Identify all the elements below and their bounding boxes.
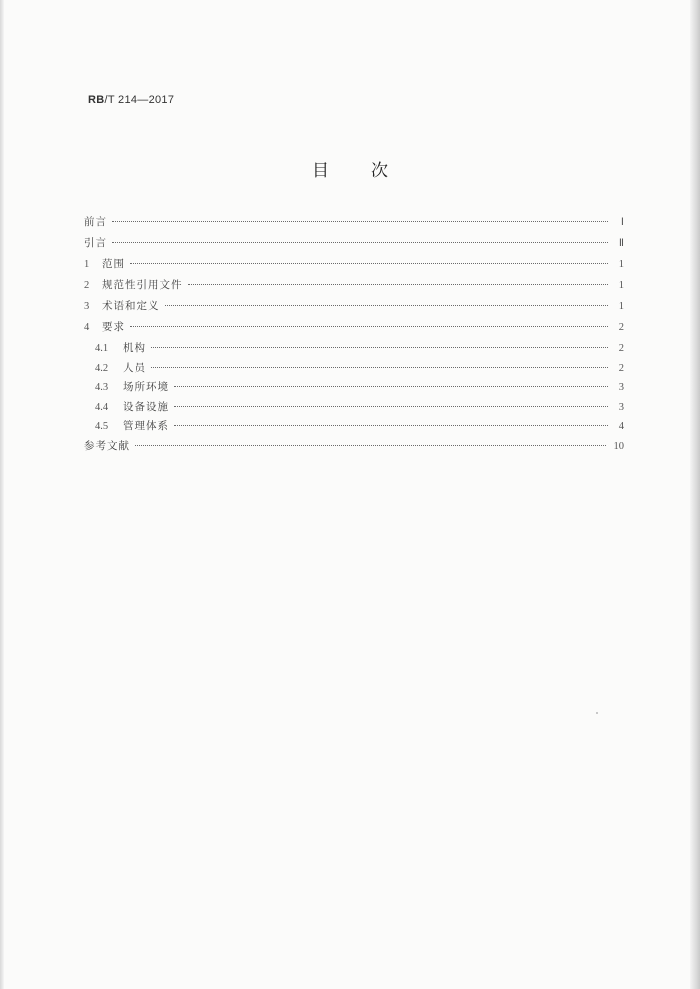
dot-leader: [151, 347, 608, 348]
table-of-contents: [84, 214, 624, 459]
dot-leader: [174, 406, 608, 407]
document-code: [88, 94, 174, 106]
toc-entry-label: 引言: [84, 237, 107, 249]
toc-entry-number: 4.1: [95, 343, 109, 354]
toc-entry-scope[interactable]: [84, 256, 624, 277]
toc-entry-requirements[interactable]: [84, 319, 624, 340]
dot-leader: [130, 263, 608, 264]
toc-entry-page: 2: [618, 343, 624, 354]
dot-leader: [165, 305, 609, 306]
toc-entry-management-system[interactable]: [84, 418, 624, 438]
toc-entry-terms-definitions[interactable]: [84, 298, 624, 319]
document-code-number: /T 214—2017: [104, 94, 175, 106]
toc-entry-label: 前言: [84, 216, 107, 228]
dot-leader: [112, 221, 608, 222]
toc-entry-label: 管理体系: [123, 420, 169, 432]
scan-edge-left: [0, 0, 4, 989]
toc-entry-facilities-environment[interactable]: [84, 379, 624, 399]
toc-entry-page: 3: [618, 382, 624, 393]
toc-title-char-1: 目: [312, 161, 329, 181]
toc-title: [0, 156, 700, 181]
scan-edge-right: [690, 0, 700, 989]
toc-entry-number: 3: [84, 301, 90, 312]
dot-leader: [174, 386, 608, 387]
toc-entry-page: Ⅰ: [620, 217, 624, 228]
toc-entry-number: 4.3: [95, 382, 109, 393]
toc-entry-page: 4: [618, 421, 624, 432]
dot-leader: [112, 242, 608, 243]
toc-entry-equipment[interactable]: [84, 399, 624, 419]
toc-entry-page: Ⅱ: [618, 238, 624, 249]
toc-entry-page: 1: [618, 280, 624, 291]
toc-entry-bibliography[interactable]: [84, 438, 624, 459]
toc-entry-foreword[interactable]: [84, 214, 624, 235]
toc-entry-organization[interactable]: [84, 340, 624, 360]
dot-leader: [174, 425, 608, 426]
toc-entry-page: 3: [618, 401, 624, 413]
toc-entry-introduction[interactable]: [84, 235, 624, 256]
toc-entry-page: 1: [618, 259, 624, 270]
toc-entry-label: 规范性引用文件: [102, 279, 183, 291]
toc-entry-label: 机构: [123, 342, 146, 354]
toc-entry-page: 2: [618, 362, 624, 374]
dot-leader: [135, 445, 606, 446]
dot-leader: [151, 367, 608, 368]
toc-entry-label: 场所环境: [123, 381, 169, 393]
toc-entry-page: 10: [613, 440, 624, 452]
toc-entry-label: 范围: [102, 258, 125, 270]
toc-entry-number: 4.2: [95, 362, 109, 374]
dot-leader: [130, 326, 608, 327]
toc-entry-normative-references[interactable]: [84, 277, 624, 298]
toc-entry-personnel[interactable]: [84, 360, 624, 380]
toc-entry-label: 参考文献: [84, 439, 130, 452]
toc-title-char-2: 次: [371, 161, 388, 181]
dot-leader: [188, 284, 609, 285]
toc-entry-number: 4: [84, 322, 90, 333]
toc-entry-label: 要求: [102, 321, 125, 333]
toc-entry-number: 4.4: [95, 401, 109, 413]
toc-entry-number: 4.5: [95, 421, 109, 432]
toc-entry-page: 1: [618, 301, 624, 312]
scan-speck: [596, 712, 598, 714]
toc-entry-label: 术语和定义: [102, 300, 160, 312]
toc-entry-number: 2: [84, 280, 90, 291]
document-code-prefix: RB: [88, 94, 105, 106]
toc-entry-label: 人员: [123, 361, 146, 374]
toc-entry-page: 2: [618, 322, 624, 333]
toc-entry-number: 1: [84, 259, 90, 270]
toc-entry-label: 设备设施: [123, 400, 169, 413]
